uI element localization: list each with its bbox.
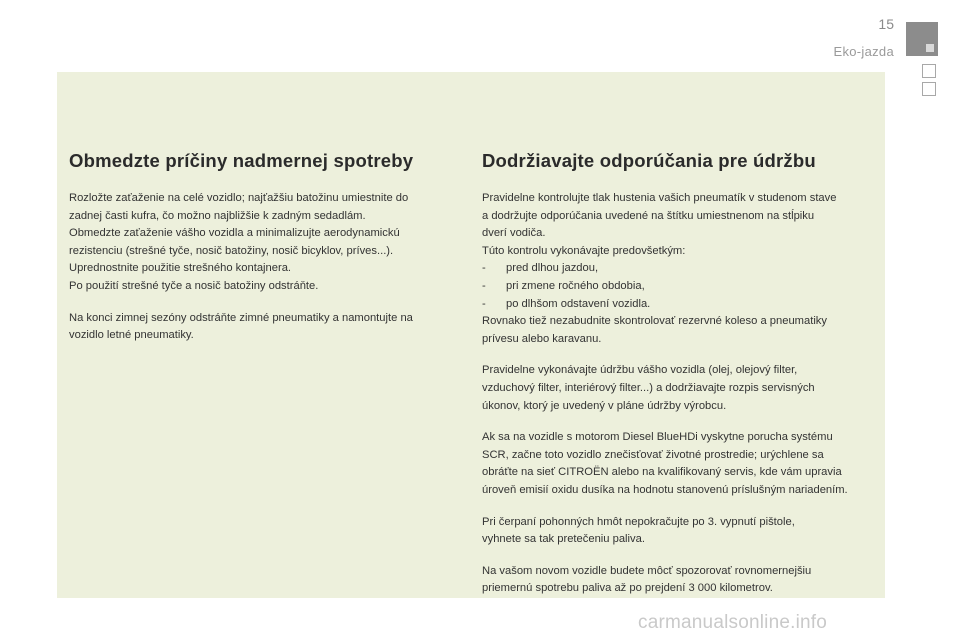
right-paragraph-3 — [482, 429, 872, 499]
text-line: vzduchový filter, interiérový filter...) a dodržiavajte rozpis servisných — [482, 381, 815, 394]
text-line: zadnej časti kufra, čo možno najbližšie k zadným sedadlám. — [69, 209, 366, 222]
text-line: Uprednostnite použitie strešného kontajnera. — [69, 262, 292, 275]
watermark: carmanualsonline.info — [638, 612, 828, 633]
text-line: Pri čerpaní pohonných hmôt nepokračujte po 3. vypnutí pištole, — [482, 515, 795, 528]
bullet-item: - pred dlhou jazdou, — [482, 262, 599, 275]
text-line: Na konci zimnej sezóny odstráňte zimné pneumatiky a namontujte na — [69, 311, 413, 324]
text-line: vozidlo letné pneumatiky. — [69, 329, 194, 342]
text-line: Obmedzte zaťaženie vášho vozidla a minimalizujte aerodynamickú — [69, 227, 400, 240]
right-heading: Dodržiavajte odporúčania pre údržbu — [482, 150, 816, 171]
chapter-tab-active[interactable] — [906, 22, 938, 56]
right-paragraph-4 — [482, 514, 872, 549]
text-line: obráťte na sieť CITROËN alebo na kvalifikovaný servis, kde vám upravia — [482, 466, 842, 479]
chapter-tab[interactable] — [922, 82, 936, 96]
text-line: dverí vodiča. — [482, 227, 546, 240]
text-line: Túto kontrolu vykonávajte predovšetkým: — [482, 244, 686, 257]
text-line: priemernú spotrebu paliva až po prejdení 3 000 kilometrov. — [482, 582, 773, 595]
text-line: úkonov, ktorý je uvedený v pláne údržby výrobcu. — [482, 399, 727, 412]
text-line: a dodržujte odporúčania uvedené na štítku umiestnenom na stĺpiku — [482, 209, 815, 222]
bullet-text: pred dlhou jazdou, — [506, 262, 599, 275]
text-line: SCR, začne toto vozidlo znečisťovať životné prostredie; urýchlene sa — [482, 448, 824, 461]
text-line: Po použití strešné tyče a nosič batožiny odstráňte. — [69, 279, 319, 292]
left-paragraph-2 — [69, 310, 454, 345]
right-paragraph-5 — [482, 563, 872, 598]
text-line: prívesu alebo karavanu. — [482, 332, 602, 345]
section-name: Eko-jazda — [833, 44, 894, 59]
right-paragraph-2 — [482, 362, 872, 415]
text-line: Rovnako tiež nezabudnite skontrolovať rezervné koleso a pneumatiky — [482, 315, 827, 328]
text-line: Ak sa na vozidle s motorom Diesel BlueHDi vyskytne porucha systému — [482, 431, 833, 444]
chapter-tab[interactable] — [922, 64, 936, 78]
bullet-item: - pri zmene ročného obdobia, — [482, 279, 645, 292]
text-line: úroveň emisií oxidu dusíka na hodnotu stanovenú príslušným nariadením. — [482, 483, 848, 496]
bullet-text: po dlhšom odstavení vozidla. — [506, 297, 651, 310]
text-line: rezistenciu (strešné tyče, nosič batožiny, nosič bicyklov, príves...). — [69, 244, 394, 257]
tab-marker-icon — [926, 44, 934, 52]
bullet-item: - po dlhšom odstavení vozidla. — [482, 297, 651, 310]
left-paragraph-1 — [69, 190, 454, 296]
left-heading: Obmedzte príčiny nadmernej spotreby — [69, 150, 414, 171]
left-column — [69, 150, 454, 359]
page-number: 15 — [878, 16, 894, 32]
text-line: Na vašom novom vozidle budete môcť spozorovať rovnomernejšiu — [482, 564, 812, 577]
text-line: Pravidelne vykonávajte údržbu vášho vozidla (olej, olejový filter, — [482, 364, 798, 377]
right-paragraph-1 — [482, 190, 872, 348]
text-line: Pravidelne kontrolujte tlak hustenia vašich pneumatík v studenom stave — [482, 192, 837, 204]
right-column — [482, 150, 872, 612]
text-line: vyhnete sa tak pretečeniu paliva. — [482, 533, 645, 546]
content-panel — [57, 72, 885, 598]
text-line: Rozložte zaťaženie na celé vozidlo; najťažšiu batožinu umiestnite do — [69, 192, 409, 204]
bullet-text: pri zmene ročného obdobia, — [506, 279, 645, 292]
